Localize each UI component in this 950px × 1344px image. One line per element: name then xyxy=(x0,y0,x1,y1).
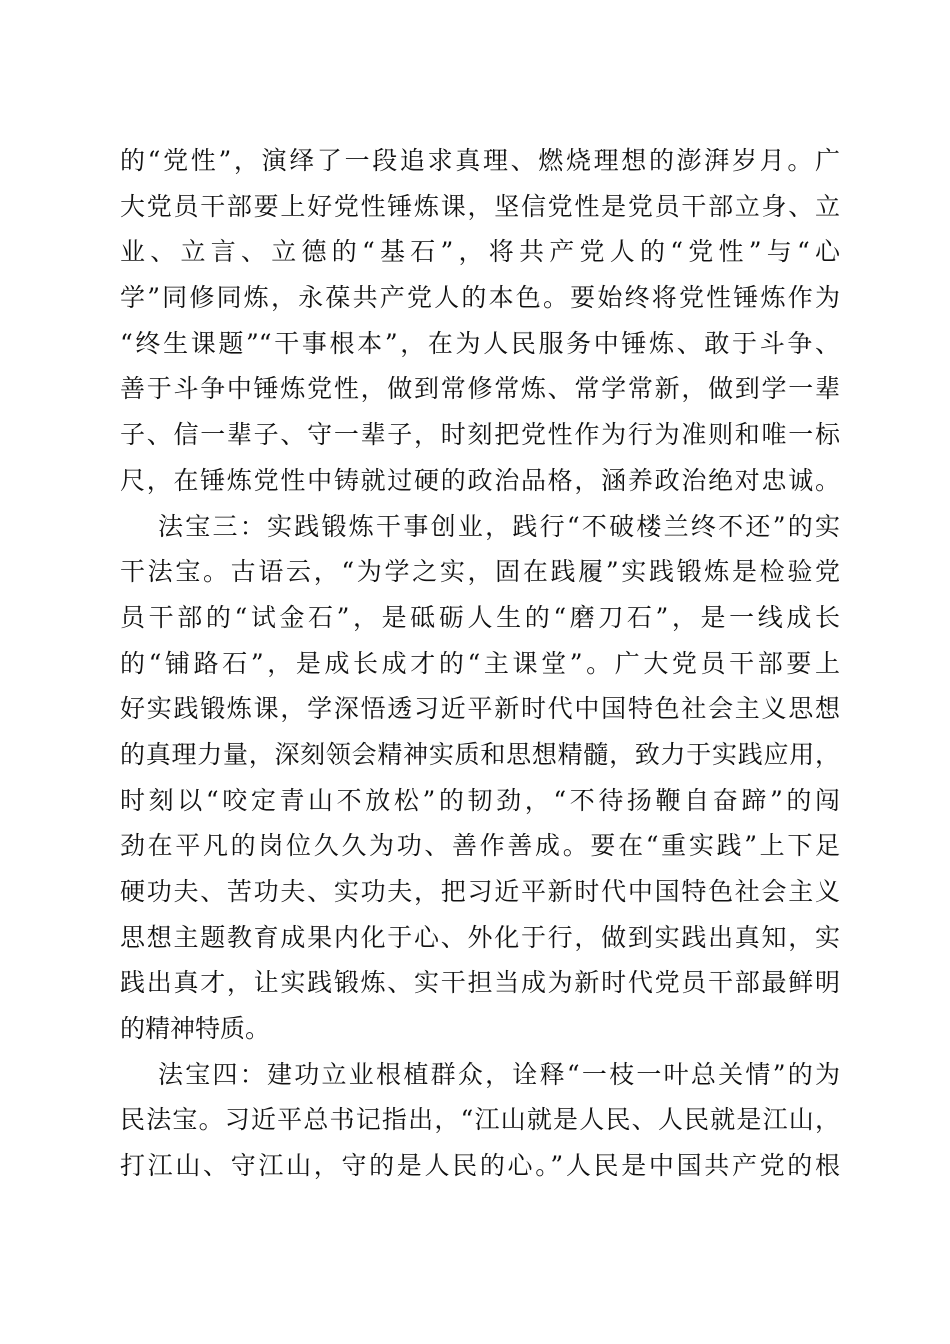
text-line: 践出真才，让实践锻炼、实干担当成为新时代党员干部最鲜明 xyxy=(120,968,840,998)
text-line: 打江山、守江山，守的是人民的心。”人民是中国共产党的根 xyxy=(120,1151,840,1181)
text-line: 法宝四：建功立业根植群众，诠释“一枝一叶总关情”的为 xyxy=(158,1059,840,1089)
text-line: 善于斗争中锤炼党性，做到常修常炼、常学常新，做到学一辈 xyxy=(120,374,840,404)
text-line: 大党员干部要上好党性锤炼课，坚信党性是党员干部立身、立 xyxy=(120,191,840,221)
paragraph-magic-weapon-three xyxy=(120,504,840,1052)
paragraph-magic-weapon-four xyxy=(120,1052,840,1189)
text-line: 时刻以“咬定青山不放松”的韧劲，“不待扬鞭自奋蹄”的闯 xyxy=(120,785,840,815)
text-line: 劲在平凡的岗位久久为功、善作善成。要在“重实践”上下足 xyxy=(120,831,840,861)
text-line: 法宝三：实践锻炼干事创业，践行“不破楼兰终不还”的实 xyxy=(158,511,840,541)
text-line: 思想主题教育成果内化于心、外化于行，做到实践出真知，实 xyxy=(120,922,840,952)
paragraph-party-spirit xyxy=(120,138,840,504)
text-line: 硬功夫、苦功夫、实功夫，把习近平新时代中国特色社会主义 xyxy=(120,877,840,906)
text-line: 的真理力量，深刻领会精神实质和思想精髓，致力于实践应用， xyxy=(120,739,840,769)
text-line: “终生课题”“干事根本”，在为人民服务中锤炼、敢于斗争、 xyxy=(120,328,840,358)
text-line: 业、立言、立德的“基石”，将共产党人的“党性”与“心 xyxy=(120,237,840,267)
text-line: 的“党性”，演绎了一段追求真理、燃烧理想的澎湃岁月。广 xyxy=(120,146,840,175)
text-line: 学”同修同炼，永葆共产党人的本色。要始终将党性锤炼作为 xyxy=(120,283,840,313)
text-line: 的精神特质。 xyxy=(120,1014,271,1044)
text-line: 的“铺路石”，是成长成才的“主课堂”。广大党员干部要上 xyxy=(120,648,840,678)
text-line: 尺，在锤炼党性中铸就过硬的政治品格，涵养政治绝对忠诚。 xyxy=(120,465,840,495)
text-line: 子、信一辈子、守一辈子，时刻把党性作为行为准则和唯一标 xyxy=(120,420,840,450)
body-text xyxy=(120,138,840,1189)
text-line: 干法宝。古语云，“为学之实，固在践履”实践锻炼是检验党 xyxy=(120,557,840,587)
text-line: 民法宝。习近平总书记指出，“江山就是人民、人民就是江山， xyxy=(120,1105,840,1135)
text-line: 员干部的“试金石”，是砥砺人生的“磨刀石”，是一线成长 xyxy=(120,602,840,632)
text-line: 好实践锻炼课，学深悟透习近平新时代中国特色社会主义思想 xyxy=(120,694,840,724)
